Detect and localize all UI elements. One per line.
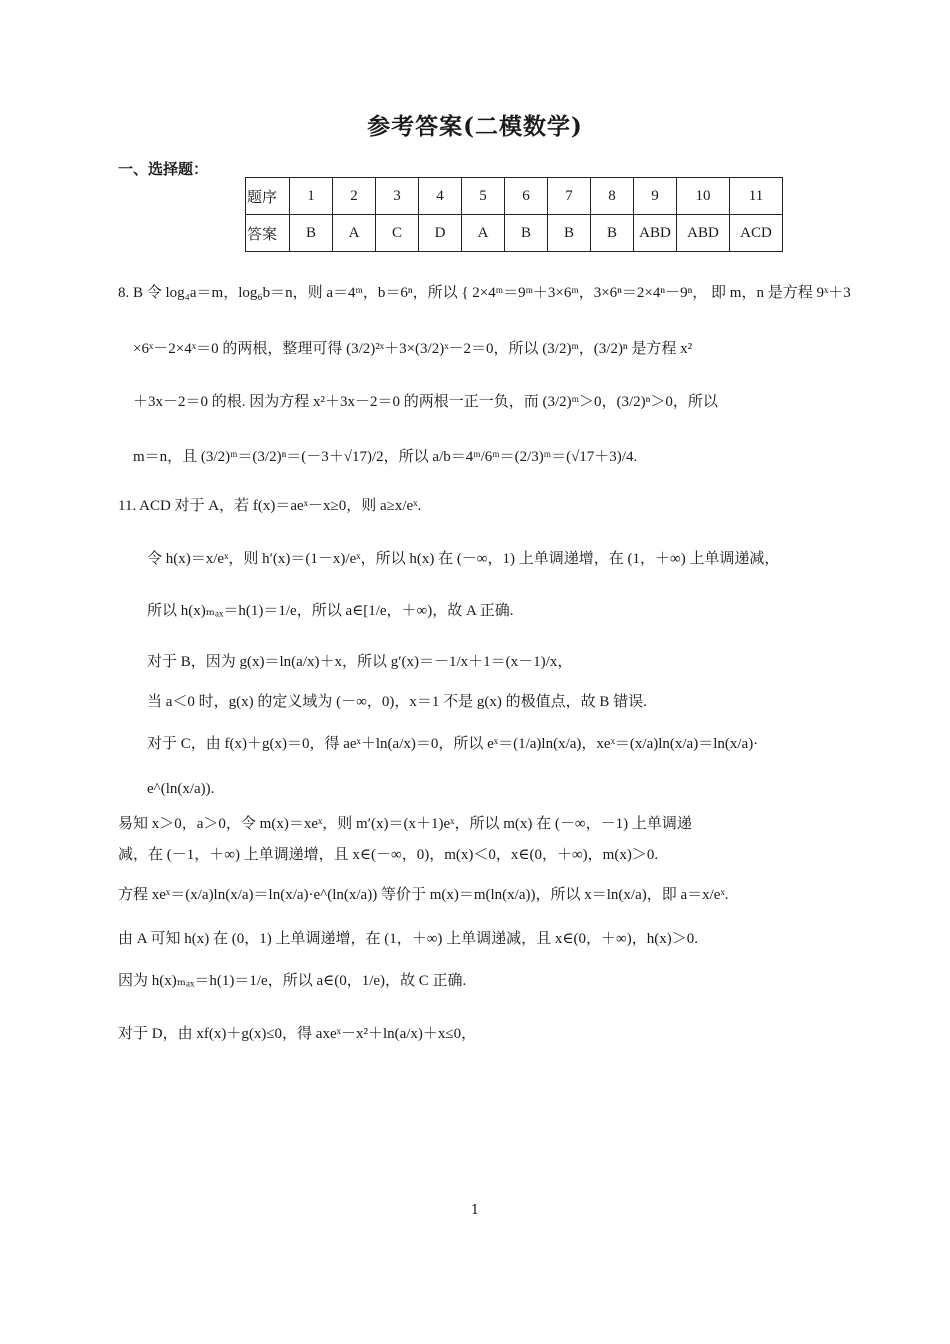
table-cell: 8 xyxy=(591,178,634,215)
solution-line: 对于 D，由 xf(x)＋g(x)≤0，得 axeˣ－x²＋ln(a/x)＋x≤0， xyxy=(118,1026,477,1042)
table-cell: 10 xyxy=(677,178,730,215)
solution-line: m＝n，且 (3/2)ᵐ＝(3/2)ⁿ＝(－3＋√17)/2，所以 a/b＝4ᵐ/6ᵐ＝(2/3)ᵐ＝(√17＋3)/4. xyxy=(133,449,638,465)
page-title: 参考答案(二模数学) xyxy=(367,113,583,140)
row-label: 答案 xyxy=(246,215,290,252)
table-cell: 9 xyxy=(634,178,677,215)
table-cell: 11 xyxy=(730,178,783,215)
table-cell: ABD xyxy=(677,215,730,252)
table-cell: B xyxy=(591,215,634,252)
table-cell: D xyxy=(419,215,462,252)
table-row xyxy=(246,215,783,252)
table-cell: A xyxy=(333,215,376,252)
table-cell: ABD xyxy=(634,215,677,252)
table-cell: 5 xyxy=(462,178,505,215)
table-cell: 3 xyxy=(376,178,419,215)
solution-line: 令 h(x)＝x/eˣ，则 h′(x)＝(1－x)/eˣ，所以 h(x) 在 (－∞，1) 上单调递增，在 (1，＋∞) 上单调递减， xyxy=(147,551,780,567)
solution-line: 8. B 令 log₄a＝m，log₆b＝n，则 a＝4ᵐ，b＝6ⁿ，所以 { 2×4ᵐ＝9ᵐ＋3×6ᵐ，3×6ⁿ＝2×4ⁿ－9ⁿ， 即 m，n 是方程 9ˣ＋3 xyxy=(118,285,851,301)
table-row xyxy=(246,178,783,215)
solution-line: 对于 B，因为 g(x)＝ln(a/x)＋x，所以 g′(x)＝－1/x＋1＝(x－1)/x， xyxy=(147,654,573,670)
section-heading: 一、选择题： xyxy=(118,160,209,178)
table-cell: 6 xyxy=(505,178,548,215)
table-cell: 1 xyxy=(290,178,333,215)
table-cell: 4 xyxy=(419,178,462,215)
solution-line: 因为 h(x)ₘₐₓ＝h(1)＝1/e，所以 a∈(0，1/e)，故 C 正确. xyxy=(118,973,467,989)
row-label: 题序 xyxy=(246,178,290,215)
answer-table xyxy=(245,177,783,252)
table-cell: B xyxy=(548,215,591,252)
solution-line: 所以 h(x)ₘₐₓ＝h(1)＝1/e，所以 a∈[1/e，＋∞)，故 A 正确. xyxy=(147,603,514,619)
page-number: 1 xyxy=(470,1203,480,1218)
solution-line: 对于 C，由 f(x)＋g(x)＝0，得 aeˣ＋ln(a/x)＝0，所以 eˣ＝(1/a)ln(x/a)，xeˣ＝(x/a)ln(x/a)＝ln(x/a)· xyxy=(147,736,759,752)
table-cell: 7 xyxy=(548,178,591,215)
table-cell: ACD xyxy=(730,215,783,252)
solution-line: 易知 x＞0，a＞0，令 m(x)＝xeˣ，则 m′(x)＝(x＋1)eˣ，所以 m(x) 在 (－∞，－1) 上单调递 xyxy=(118,816,692,832)
solution-line: 方程 xeˣ＝(x/a)ln(x/a)＝ln(x/a)·e^(ln(x/a)) 等价于 m(x)＝m(ln(x/a))，所以 x＝ln(x/a)，即 a＝x/eˣ. xyxy=(118,887,729,903)
solution-line: 11. ACD 对于 A，若 f(x)＝aeˣ－x≥0，则 a≥x/eˣ. xyxy=(118,498,422,514)
solution-line: 由 A 可知 h(x) 在 (0，1) 上单调递增，在 (1，＋∞) 上单调递减，且 x∈(0，＋∞)，h(x)＞0. xyxy=(118,931,698,947)
solution-line: ×6ˣ－2×4ˣ＝0 的两根，整理可得 (3/2)²ˣ＋3×(3/2)ˣ－2＝0，所以 (3/2)ᵐ，(3/2)ⁿ 是方程 x² xyxy=(133,341,693,357)
table-cell: C xyxy=(376,215,419,252)
solution-line: ＋3x－2＝0 的根. 因为方程 x²＋3x－2＝0 的两根一正一负，而 (3/2)ᵐ＞0，(3/2)ⁿ＞0，所以 xyxy=(133,394,718,410)
table-cell: 2 xyxy=(333,178,376,215)
table-cell: B xyxy=(505,215,548,252)
table-cell: A xyxy=(462,215,505,252)
table-cell: B xyxy=(290,215,333,252)
solution-line: 当 a＜0 时，g(x) 的定义域为 (－∞，0)，x＝1 不是 g(x) 的极值点，故 B 错误. xyxy=(147,694,647,710)
solution-line: 减，在 (－1，＋∞) 上单调递增，且 x∈(－∞，0)，m(x)＜0，x∈(0，＋∞)，m(x)＞0. xyxy=(118,847,659,863)
solution-line: e^(ln(x/a)). xyxy=(147,781,215,797)
